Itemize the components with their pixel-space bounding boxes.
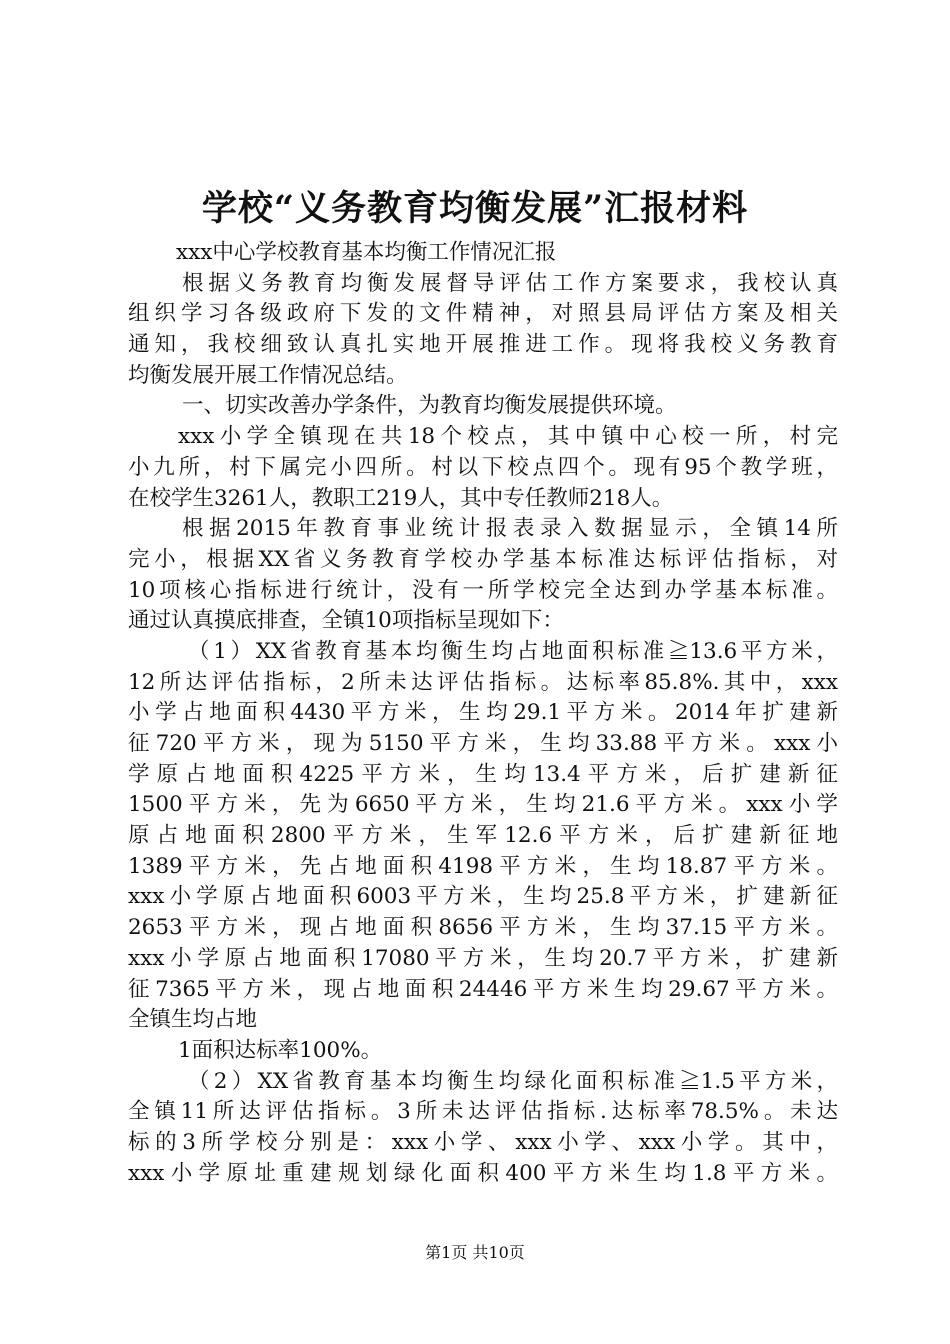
subtitle-line: xxx中心学校教育基本均衡工作情况汇报 (176, 240, 557, 265)
paragraph-line: xxx小学原址重建规划绿化面积400平方米生均1.8平方米。 (128, 1160, 838, 1186)
paragraph-line: 全镇11所达评估指标。3所未达评估指标.达标率78.5%。未达 (128, 1099, 838, 1125)
paragraph-line: （2）XX省教育基本均衡生均绿化面积标准≧1.5平方米， (188, 1068, 838, 1094)
paragraph-line: 根据义务教育均衡发展督导评估工作方案要求，我校认真 (182, 270, 838, 296)
paragraph-line: 征720平方米，现为5150平方米，生均33.88平方米。xxx小 (128, 731, 838, 756)
paragraph-line: 标的3所学校分别是：xxx小学、xxx小学、xxx小学。其中， (128, 1129, 838, 1155)
paragraph-line: xxx小学原占地面积17080平方米，生均20.7平方米，扩建新 (128, 945, 838, 971)
paragraph-line: 2653平方米，现占地面积8656平方米，生均37.15平方米。 (128, 915, 838, 941)
page-number-footer: 第1页 共10页 (425, 1243, 525, 1262)
paragraph-line: 12所达评估指标，2所未达评估指标。达标率85.8%.其中，xxx (128, 669, 838, 695)
paragraph-line: 均衡发展开展工作情况总结。 (128, 362, 408, 388)
paragraph-line: 1389平方米，先占地面积4198平方米，生均18.87平方米。 (128, 853, 838, 879)
paragraph-line: （1）XX省教育基本均衡生均占地面积标准≧13.6平方米， (188, 638, 838, 664)
paragraph-line: 组织学习各级政府下发的文件精神，对照县局评估方案及相关 (128, 301, 838, 327)
paragraph-line: xxx小学原占地面积6003平方米，生均25.8平方米，扩建新征 (128, 884, 838, 910)
paragraph-line: xxx小学全镇现在共18个校点，其中镇中心校一所，村完 (178, 424, 838, 450)
paragraph-line: 1500平方米，先为6650平方米，生均21.6平方米。xxx小学 (128, 792, 838, 818)
paragraph-line: 原占地面积2800平方米，生军12.6平方米，后扩建新征地 (128, 823, 838, 849)
paragraph-line: 征7365平方米，现占地面积24446平方米生均29.67平方米。 (128, 976, 838, 1002)
paragraph-line: 小学占地面积4430平方米，生均29.1平方米。2014年扩建新 (128, 700, 838, 726)
paragraph-line: 通过认真摸底排查，全镇10项指标呈现如下： (128, 608, 564, 634)
paragraph-line: 学原占地面积4225平方米，生均13.4平方米，后扩建新征 (128, 761, 838, 787)
paragraph-line: 根据2015年教育事业统计报表录入数据显示，全镇14所 (182, 516, 838, 542)
paragraph-line: 1面积达标率100%。 (178, 1037, 383, 1063)
paragraph-line: 全镇生均占地 (128, 1007, 258, 1033)
document-title: 学校“义务教育均衡发展”汇报材料 (201, 188, 749, 229)
paragraph-line: 通知，我校细致认真扎实地开展推进工作。现将我校义务教育 (128, 332, 838, 358)
section-heading: 一、切实改善办学条件，为教育均衡发展提供环境。 (182, 393, 677, 419)
paragraph-line: 10项核心指标进行统计，没有一所学校完全达到办学基本标准。 (128, 577, 838, 603)
document-body (128, 238, 838, 1189)
paragraph-line: 小九所，村下属完小四所。村以下校点四个。现有95个教学班， (128, 454, 838, 480)
paragraph-line: 完小，根据XX省义务教育学校办学基本标准达标评估指标，对 (128, 546, 838, 572)
paragraph-line: 在校学生3261人，教职工219人，其中专任教师218人。 (128, 485, 674, 511)
